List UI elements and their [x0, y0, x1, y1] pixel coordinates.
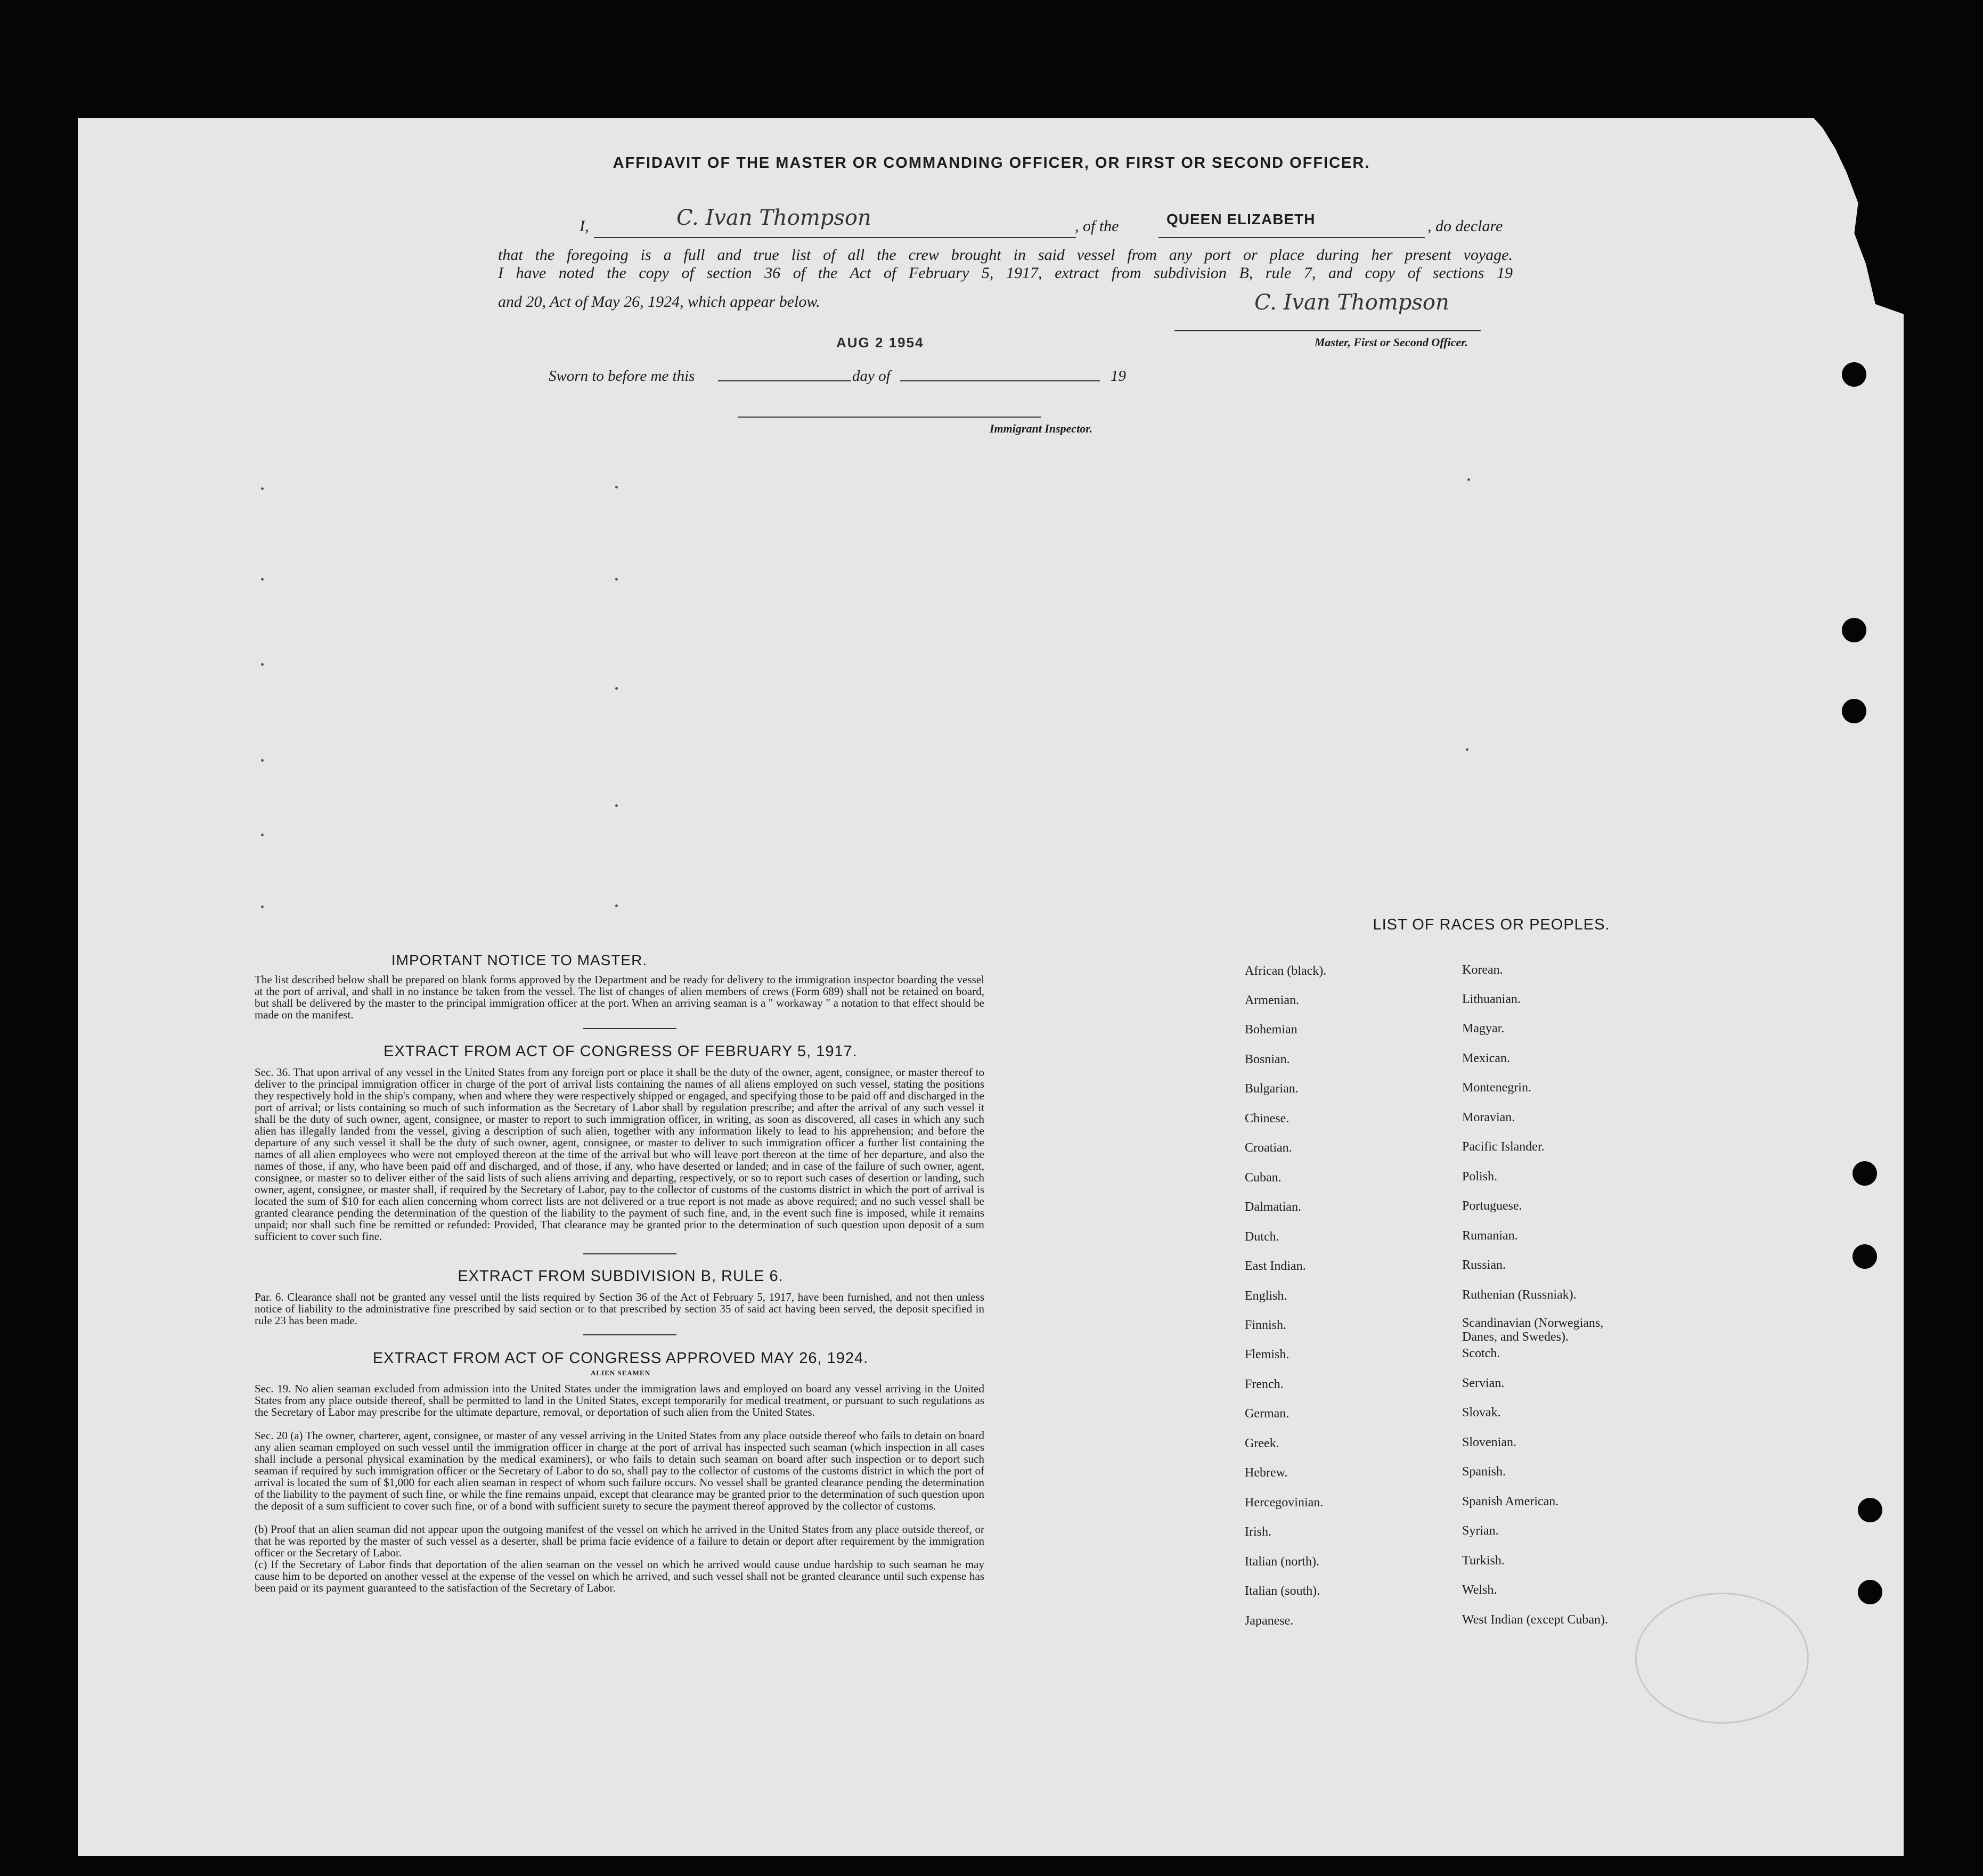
race-item: Hebrew.: [1245, 1466, 1288, 1480]
separator: [583, 1028, 676, 1029]
race-item: East Indian.: [1245, 1259, 1306, 1273]
punch-hole: [1858, 1580, 1882, 1604]
extract-1917-title: EXTRACT FROM ACT OF CONGRESS OF FEBRUARY 5, 1917.: [383, 1043, 858, 1060]
race-item: Bohemian: [1245, 1023, 1297, 1037]
race-item: German.: [1245, 1407, 1290, 1421]
race-item: Welsh.: [1462, 1583, 1497, 1597]
race-item: English.: [1245, 1289, 1287, 1303]
notice-text: The list described below shall be prepared on blank forms approved by the Department and be ready for delivery to the immigration inspector boarding the vessel at the port of arrival, and shall in no instance be taken from the vessel. The list of changes of alien members of crews (Form 689) shall not be retained on board, but shall be delivered by the master to the principal immigration officer at the port. When an arriving seaman is a " workaway " a notation to that effect should be made on the manifest.: [255, 973, 984, 1021]
race-item: Magyar.: [1462, 1022, 1505, 1035]
punch-hole: [1858, 1498, 1882, 1522]
race-item: Finnish.: [1245, 1318, 1287, 1332]
races-title: LIST OF RACES OR PEOPLES.: [1373, 916, 1610, 933]
sworn-label: Sworn to before me this: [549, 368, 695, 385]
date-stamp: AUG 2 1954: [836, 335, 924, 350]
race-item: Montenegrin.: [1462, 1081, 1531, 1095]
sworn-month-line: [900, 380, 1100, 381]
race-item: West Indian (except Cuban).: [1462, 1613, 1608, 1627]
race-item: Pacific Islander.: [1462, 1140, 1545, 1154]
punch-hole: [1842, 618, 1866, 642]
extract-1924-title: EXTRACT FROM ACT OF CONGRESS APPROVED MAY 26, 1924.: [372, 1350, 869, 1367]
race-item: Irish.: [1245, 1525, 1271, 1539]
race-item: Flemish.: [1245, 1348, 1290, 1361]
inspector-line: [738, 417, 1041, 418]
punch-hole: [1842, 699, 1866, 723]
race-item: Korean.: [1462, 963, 1503, 977]
notice-title: IMPORTANT NOTICE TO MASTER.: [391, 952, 648, 968]
alien-seamen-subtitle: ALIEN SEAMEN: [590, 1369, 651, 1377]
year-prefix: 19: [1111, 368, 1126, 385]
separator: [583, 1253, 676, 1254]
race-item: Japanese.: [1245, 1614, 1294, 1628]
inspector-caption: Immigrant Inspector.: [990, 422, 1093, 435]
race-item: Chinese.: [1245, 1112, 1290, 1125]
day-of-label: day of: [852, 368, 891, 385]
race-item: Greek.: [1245, 1437, 1279, 1450]
race-item: Russian.: [1462, 1258, 1506, 1272]
race-item: Syrian.: [1462, 1524, 1499, 1538]
race-item: Croatian.: [1245, 1141, 1292, 1155]
faded-stamp: [1635, 1593, 1809, 1724]
punch-hole: [1842, 362, 1866, 387]
do-declare-label: , do declare: [1427, 217, 1503, 235]
race-item: Ruthenian (Russniak).: [1462, 1288, 1577, 1302]
race-item: Turkish.: [1462, 1554, 1505, 1568]
race-item: Spanish American.: [1462, 1495, 1559, 1508]
punch-hole: [1853, 1244, 1877, 1269]
sec20c-text: (c) If the Secretary of Labor finds that deportation of the alien seaman on the vessel on which he arrived would cause undue hardship to such seaman he may cause him to be deported on another vessel at the expense of the vessel on which he arrived, and such vessel shall not be granted clearance until such expense has been paid or its payment guaranteed to the satisfaction of the Secretary of Labor.: [255, 1558, 984, 1594]
race-item: Cuban.: [1245, 1171, 1282, 1185]
subdivision-title: EXTRACT FROM SUBDIVISION B, RULE 6.: [458, 1268, 784, 1285]
race-item: Scotch.: [1462, 1347, 1500, 1360]
extract-1917-text: Sec. 36. That upon arrival of any vessel in the United States from any foreign port or place it shall be the duty of the owner, agent, consignee, or master thereof to deliver to the principal immigration officer in charge of the port of arrival lists containing the names of all aliens employed on such vessel, stating the positions they respectively hold in the ship's company, when and where they were respectively shipped or engaged, and specifying those to be paid off and discharged in the port of arrival; or lists containing so much of such information as the Secretary of Labor shall by regulation prescribe; and after the arrival of any such vessel it shall be the duty of such owner, agent, consignee, or master to report to such immigration officer, in writing, as soon as discovered, all cases in which any such alien has illegally landed from the vessel, giving a description of such alien, together with any information likely to lead to his apprehension; and before the departure of any such vessel it shall be the duty of such owner, agent, consignee, or master to deliver to such immigration officer a further list containing the names of all alien employees who were not employed thereon at the time of the arrival but who will leave port thereon at the time of her departure, and also the names of those, if any, who have been paid off and discharged, and of those, if any, who have deserted or landed; and in case of the failure of such owner, agent, consignee, or master so to deliver either of the said lists of such aliens arriving and departing, respectively, or so to report such cases of desertion or landing, such owner, agent, consignee, or master shall, if required by the Secretary of Labor, pay to the collector of customs of the customs district in which the port of arrival is located the sum of $10 for each alien concerning whom correct lists are not delivered or a true report is not made as above required; and no such vessel shall be granted clearance pending the determination of the question of the liability to the payment of such fine, and, in the event such fine is imposed, while it remains unpaid; nor shall such fine be remitted or refunded: Provided, That clearance may be granted prior to the determination of such question upon deposit of a sum sufficient to cover such fine.: [255, 1066, 984, 1243]
race-item: Servian.: [1462, 1376, 1505, 1390]
race-item: Polish.: [1462, 1170, 1498, 1184]
sworn-day-line: [718, 380, 851, 381]
race-item: Hercegovinian.: [1245, 1496, 1324, 1510]
i-label: I,: [580, 217, 589, 235]
signer-name-handwritten: C. Ivan Thompson: [676, 206, 871, 230]
race-item: Armenian.: [1245, 993, 1299, 1007]
race-item: Lithuanian.: [1462, 992, 1521, 1006]
race-item: Bulgarian.: [1245, 1082, 1299, 1096]
race-item: Rumanian.: [1462, 1229, 1518, 1243]
race-item: Slovak.: [1462, 1406, 1501, 1420]
sec20a-text: Sec. 20 (a) The owner, charterer, agent, consignee, or master of any vessel arriving in the United States from any place outside thereof who fails to detain on board any alien seaman employed on such vessel until the immigration officer in charge at the port of arrival has inspected such seaman (which inspection in all cases shall include a personal physical examination by the medical examiners), or who fails to detain such seaman on board after such inspection or to deport such seaman if required by such immigration officer or the Secretary of Labor to do so, shall pay to the collector of customs of the customs district in which the port of arrival is located the sum of $1,000 for each alien seaman in respect of whom such failure occurs. No vessel shall be granted clearance pending the determination of the liability to the payment of such fine, or while the fine remains unpaid, except that clearance may be granted prior to the determination of such question upon the deposit of a sum sufficient to cover such fine, or of a bond with sufficient surety to secure the payment thereof approved by the collector of customs.: [255, 1429, 984, 1512]
sec20b-text: (b) Proof that an alien seaman did not appear upon the outgoing manifest of the vessel on which he arrived in the United States from any place outside thereof, or that he was reported by the master of such vessel as a deserter, shall be prima facie evidence of a failure to detain or deport after requirement by the immigration officer or the Secretary of Labor.: [255, 1523, 984, 1559]
vessel-line: [1158, 237, 1425, 238]
signature-line: [1174, 330, 1481, 331]
race-item: Portuguese.: [1462, 1199, 1522, 1213]
affidavit-title: AFFIDAVIT OF THE MASTER OR COMMANDING OFFICER, OR FIRST OR SECOND OFFICER.: [613, 154, 1370, 172]
vessel-name: QUEEN ELIZABETH: [1166, 211, 1316, 227]
subdivision-text: Par. 6. Clearance shall not be granted any vessel until the lists required by Section 36 of the Act of February 5, 1917, have been furnished, and not then unless notice of liability to the administrative fine prescribed by said section or to that prescribed by section 35 of said act having been served, the deposit specified in rule 23 has been made.: [255, 1291, 984, 1327]
race-item: Mexican.: [1462, 1051, 1510, 1065]
sec19-text: Sec. 19. No alien seaman excluded from admission into the United States under the immigration laws and employed on board any vessel arriving in the United States from any place outside thereof, shall be permitted to land in the United States, except temporarily for medical treatment, or pursuant to such regulations as the Secretary of Labor may prescribe for the ultimate departure, removal, or deportation of such alien from the United States.: [255, 1382, 984, 1418]
race-item: French.: [1245, 1377, 1284, 1391]
race-item: Moravian.: [1462, 1111, 1515, 1124]
punch-hole: [1853, 1161, 1877, 1186]
race-item: Scandinavian (Norwegians, Danes, and Swedes).: [1462, 1316, 1604, 1344]
affidavit-line-3: I have noted the copy of section 36 of the Act of February 5, 1917, extract from subdivision B, rule 7, and copy of sections 19: [498, 264, 1513, 282]
race-item: Slovenian.: [1462, 1435, 1516, 1449]
race-item: Italian (north).: [1245, 1555, 1319, 1569]
race-item: Bosnian.: [1245, 1053, 1290, 1066]
signature-caption: Master, First or Second Officer.: [1315, 336, 1468, 349]
race-item: Dalmatian.: [1245, 1200, 1301, 1214]
race-item: Spanish.: [1462, 1465, 1506, 1479]
separator: [583, 1334, 676, 1335]
affidavit-line-4: and 20, Act of May 26, 1924, which appear below.: [498, 293, 820, 311]
master-signature: C. Ivan Thompson: [1254, 290, 1449, 315]
affidavit-line-2: that the foregoing is a full and true list of all the crew brought in said vessel from any port or place during her present voyage.: [498, 246, 1513, 264]
race-item: Italian (south).: [1245, 1584, 1320, 1598]
of-the-label: , of the: [1075, 217, 1119, 235]
race-item: African (black).: [1245, 964, 1327, 978]
race-item: Dutch.: [1245, 1230, 1279, 1244]
signer-name-line: [594, 237, 1076, 238]
